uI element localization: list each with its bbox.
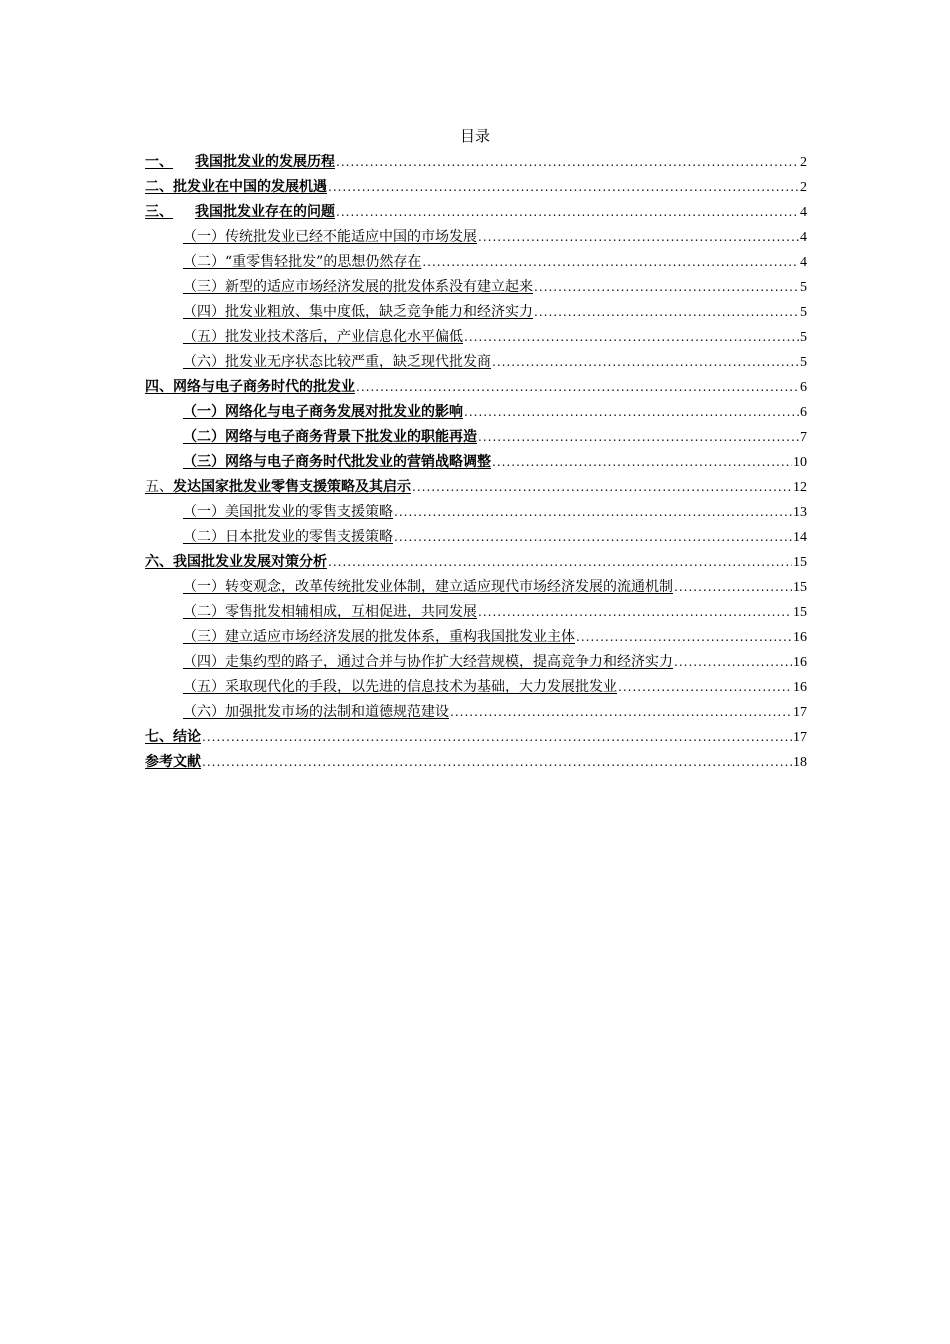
toc-entry[interactable]	[145, 525, 807, 550]
toc-page-number: 16	[793, 630, 807, 645]
toc-entry-link[interactable]	[183, 350, 491, 375]
toc-entry[interactable]	[145, 225, 807, 250]
toc-entry-link[interactable]	[183, 325, 463, 350]
toc-entry-text: 结论	[173, 729, 201, 745]
toc-entry-number: （六）	[183, 354, 225, 370]
toc-entry-link[interactable]	[183, 700, 449, 725]
toc-entry-link[interactable]	[145, 150, 335, 175]
toc-entry[interactable]	[145, 275, 807, 300]
toc-page-number: 4	[800, 205, 807, 220]
toc-entry-number: （六）	[183, 704, 225, 720]
toc-entry-link[interactable]	[183, 575, 673, 600]
toc-entry-text: 网络与电子商务时代批发业的营销战略调整	[225, 454, 491, 470]
toc-entry-number: （一）	[183, 504, 225, 520]
toc-entry-text: 参考文献	[145, 754, 201, 770]
toc-entry-link[interactable]	[183, 650, 673, 675]
table-of-contents	[145, 150, 807, 775]
toc-page-number: 17	[793, 705, 807, 720]
toc-entry-number: 七、	[145, 729, 173, 745]
toc-entry-link[interactable]	[145, 550, 327, 575]
toc-entry[interactable]	[145, 375, 807, 400]
toc-entry-link[interactable]	[145, 475, 411, 500]
toc-page-number: 6	[800, 380, 807, 395]
toc-entry-link[interactable]	[145, 750, 201, 775]
toc-entry-link[interactable]	[183, 275, 533, 300]
toc-entry[interactable]	[145, 600, 807, 625]
toc-page-number: 15	[793, 580, 807, 595]
toc-dot-leader	[328, 175, 799, 200]
toc-entry-text: 发达国家批发业零售支援策略及其启示	[173, 479, 411, 495]
toc-entry[interactable]	[145, 425, 807, 450]
toc-entry-number: （二）	[183, 604, 225, 620]
toc-entry-number: （四）	[183, 304, 225, 320]
toc-page-number: 10	[793, 455, 807, 470]
toc-entry-text: 传统批发业已经不能适应中国的市场发展	[225, 229, 477, 245]
toc-entry-link[interactable]	[145, 175, 327, 200]
toc-entry-text: 加强批发市场的法制和道德规范建设	[225, 704, 449, 720]
toc-entry-link[interactable]	[183, 450, 491, 475]
toc-entry[interactable]	[145, 700, 807, 725]
toc-dot-leader	[478, 425, 799, 450]
toc-entry-text: 转变观念，改革传统批发业体制，建立适应现代市场经济发展的流通机制	[225, 579, 673, 595]
toc-entry-link[interactable]	[183, 525, 393, 550]
toc-dot-leader	[464, 400, 799, 425]
toc-dot-leader	[394, 500, 792, 525]
toc-dot-leader	[336, 150, 799, 175]
toc-entry[interactable]	[145, 325, 807, 350]
toc-entry-text: 我国批发业的发展历程	[195, 154, 335, 170]
toc-entry[interactable]	[145, 200, 807, 225]
toc-page-number: 15	[793, 555, 807, 570]
toc-page-number: 5	[800, 330, 807, 345]
toc-entry-text: 网络与电子商务背景下批发业的职能再造	[225, 429, 477, 445]
toc-dot-leader	[328, 550, 792, 575]
toc-dot-leader	[202, 750, 792, 775]
toc-entry-text: 批发业无序状态比较严重，缺乏现代批发商	[225, 354, 491, 370]
toc-entry-text: 网络化与电子商务发展对批发业的影响	[225, 404, 463, 420]
toc-entry-number: 五、	[145, 479, 173, 495]
toc-page-number: 6	[800, 405, 807, 420]
toc-entry-text: 美国批发业的零售支援策略	[225, 504, 393, 520]
toc-entry-number: （二）	[183, 254, 225, 270]
toc-entry[interactable]	[145, 725, 807, 750]
toc-entry[interactable]	[145, 550, 807, 575]
toc-entry[interactable]	[145, 675, 807, 700]
toc-entry-link[interactable]	[183, 225, 477, 250]
toc-page-number: 4	[800, 255, 807, 270]
toc-entry-number: （一）	[183, 404, 225, 420]
toc-dot-leader	[674, 650, 792, 675]
toc-entry-link[interactable]	[183, 400, 463, 425]
toc-page-number: 14	[793, 530, 807, 545]
toc-page-number: 5	[800, 305, 807, 320]
toc-dot-leader	[492, 350, 799, 375]
toc-page-number: 18	[793, 755, 807, 770]
toc-entry-link[interactable]	[183, 300, 533, 325]
toc-entry-text: 零售批发相辅相成，互相促进，共同发展	[225, 604, 477, 620]
toc-entry-number: （三）	[183, 629, 225, 645]
toc-entry-text: “重零售轻批发”的思想仍然存在	[225, 254, 422, 270]
toc-entry-link[interactable]	[145, 375, 355, 400]
toc-page-number: 4	[800, 230, 807, 245]
toc-page-number: 13	[793, 505, 807, 520]
toc-entry-text: 批发业在中国的发展机遇	[173, 179, 327, 195]
toc-entry-number: 一、	[145, 154, 173, 170]
toc-dot-leader	[576, 625, 792, 650]
toc-entry-link[interactable]	[145, 725, 201, 750]
toc-page-number: 17	[793, 730, 807, 745]
toc-entry-number: （五）	[183, 679, 225, 695]
toc-entry[interactable]	[145, 500, 807, 525]
toc-entry-link[interactable]	[183, 250, 421, 275]
toc-dot-leader	[492, 450, 792, 475]
toc-entry[interactable]	[145, 300, 807, 325]
toc-dot-leader	[450, 700, 792, 725]
toc-entry[interactable]	[145, 350, 807, 375]
toc-entry[interactable]	[145, 175, 807, 200]
toc-page-number: 2	[800, 155, 807, 170]
toc-entry-link[interactable]	[183, 675, 617, 700]
toc-dot-leader	[534, 275, 799, 300]
toc-dot-leader	[202, 725, 792, 750]
toc-entry-number: （四）	[183, 654, 225, 670]
toc-dot-leader	[394, 525, 792, 550]
toc-page-number: 7	[800, 430, 807, 445]
toc-entry-number: 六、	[145, 554, 173, 570]
toc-dot-leader	[478, 600, 792, 625]
toc-page-number: 16	[793, 655, 807, 670]
toc-entry-number: （三）	[183, 279, 225, 295]
toc-page-number: 5	[800, 280, 807, 295]
toc-entry[interactable]	[145, 475, 807, 500]
toc-dot-leader	[618, 675, 792, 700]
toc-entry-link[interactable]	[183, 500, 393, 525]
toc-entry[interactable]	[145, 150, 807, 175]
toc-dot-leader	[412, 475, 792, 500]
toc-dot-leader	[464, 325, 799, 350]
toc-page-number: 12	[793, 480, 807, 495]
toc-entry-text: 批发业技术落后，产业信息化水平偏低	[225, 329, 463, 345]
toc-entry-text: 批发业粗放、集中度低，缺乏竞争能力和经济实力	[225, 304, 533, 320]
toc-dot-leader	[356, 375, 799, 400]
toc-entry-text: 我国批发业发展对策分析	[173, 554, 327, 570]
toc-entry-number: （一）	[183, 229, 225, 245]
toc-entry-link[interactable]	[183, 625, 575, 650]
toc-entry-number: （三）	[183, 454, 225, 470]
toc-entry[interactable]	[145, 450, 807, 475]
toc-entry[interactable]	[145, 250, 807, 275]
toc-entry-text: 新型的适应市场经济发展的批发体系没有建立起来	[225, 279, 533, 295]
toc-dot-leader	[674, 575, 792, 600]
toc-entry-number: 四、	[145, 379, 173, 395]
toc-entry-text: 走集约型的路子，通过合并与协作扩大经营规模，提高竞争力和经济实力	[225, 654, 673, 670]
toc-page-number: 16	[793, 680, 807, 695]
toc-entry[interactable]	[145, 750, 807, 775]
toc-entry-number: （五）	[183, 329, 225, 345]
toc-entry[interactable]	[145, 575, 807, 600]
toc-entry-text: 我国批发业存在的问题	[195, 204, 335, 220]
toc-entry-text: 采取现代化的手段，以先进的信息技术为基础，大力发展批发业	[225, 679, 617, 695]
toc-entry-text: 网络与电子商务时代的批发业	[173, 379, 355, 395]
toc-entry[interactable]	[145, 650, 807, 675]
toc-entry-number: 三、	[145, 204, 173, 220]
toc-entry[interactable]	[145, 400, 807, 425]
toc-entry-number: 二、	[145, 179, 173, 195]
toc-dot-leader	[422, 250, 799, 275]
toc-entry[interactable]	[145, 625, 807, 650]
toc-entry-link[interactable]	[183, 600, 477, 625]
toc-entry-link[interactable]	[145, 200, 335, 225]
toc-entry-number: （二）	[183, 529, 225, 545]
toc-entry-text: 日本批发业的零售支援策略	[225, 529, 393, 545]
toc-entry-text: 建立适应市场经济发展的批发体系，重构我国批发业主体	[225, 629, 575, 645]
toc-entry-number: （一）	[183, 579, 225, 595]
toc-entry-link[interactable]	[183, 425, 477, 450]
toc-page-number: 5	[800, 355, 807, 370]
toc-page-number: 15	[793, 605, 807, 620]
toc-title: 目录	[459, 127, 490, 145]
toc-dot-leader	[336, 200, 799, 225]
toc-entry-number: （二）	[183, 429, 225, 445]
toc-dot-leader	[534, 300, 799, 325]
toc-dot-leader	[478, 225, 799, 250]
toc-page-number: 2	[800, 180, 807, 195]
